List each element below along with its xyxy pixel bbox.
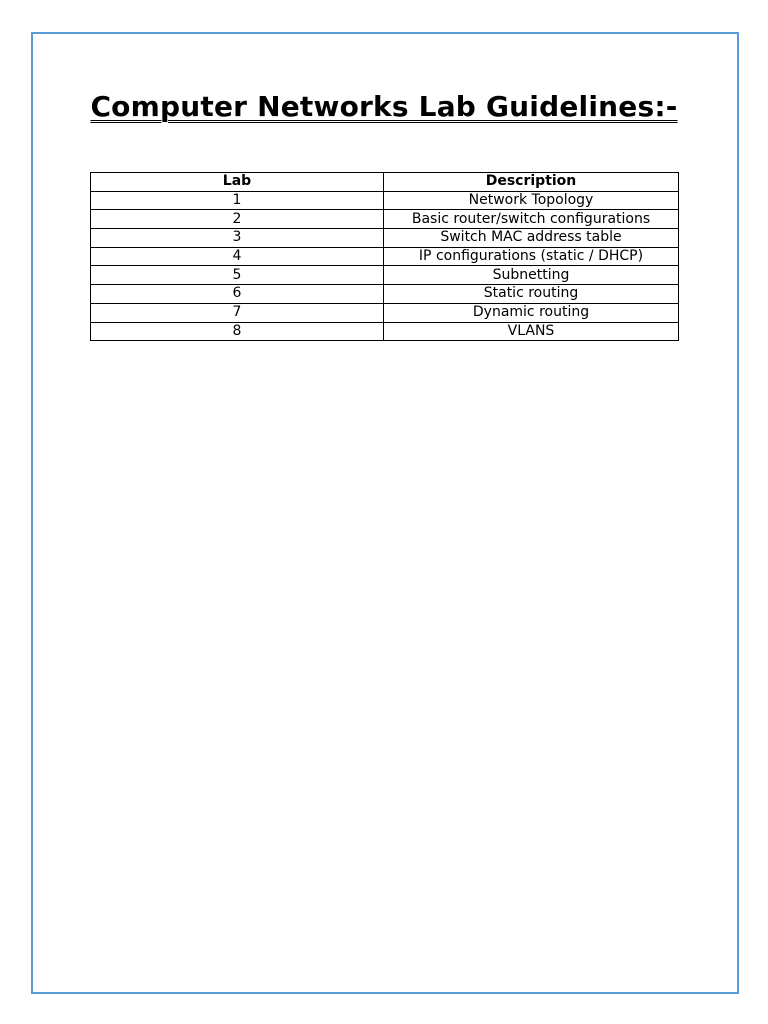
cell-lab-number: 8 bbox=[91, 322, 384, 341]
cell-lab-number: 4 bbox=[91, 247, 384, 266]
cell-description: VLANS bbox=[384, 322, 679, 341]
table-header-row bbox=[91, 173, 679, 192]
cell-lab-number: 5 bbox=[91, 266, 384, 285]
cell-lab-number: 3 bbox=[91, 229, 384, 248]
table-row bbox=[91, 210, 679, 229]
table-row bbox=[91, 285, 679, 304]
cell-description: Network Topology bbox=[384, 191, 679, 210]
table-row bbox=[91, 322, 679, 341]
cell-description: Subnetting bbox=[384, 266, 679, 285]
cell-lab-number: 1 bbox=[91, 191, 384, 210]
cell-lab-number: 7 bbox=[91, 303, 384, 322]
table-row bbox=[91, 229, 679, 248]
table-row bbox=[91, 191, 679, 210]
table-row bbox=[91, 303, 679, 322]
cell-description: Static routing bbox=[384, 285, 679, 304]
table-row bbox=[91, 247, 679, 266]
cell-description: Dynamic routing bbox=[384, 303, 679, 322]
header-description: Description bbox=[384, 173, 679, 192]
lab-table bbox=[90, 172, 679, 341]
cell-lab-number: 2 bbox=[91, 210, 384, 229]
cell-description: Switch MAC address table bbox=[384, 229, 679, 248]
page-title: Computer Networks Lab Guidelines:- bbox=[90, 90, 678, 123]
header-lab: Lab bbox=[91, 173, 384, 192]
title-container bbox=[0, 90, 768, 124]
cell-description: Basic router/switch configurations bbox=[384, 210, 679, 229]
table-row bbox=[91, 266, 679, 285]
cell-lab-number: 6 bbox=[91, 285, 384, 304]
cell-description: IP configurations (static / DHCP) bbox=[384, 247, 679, 266]
